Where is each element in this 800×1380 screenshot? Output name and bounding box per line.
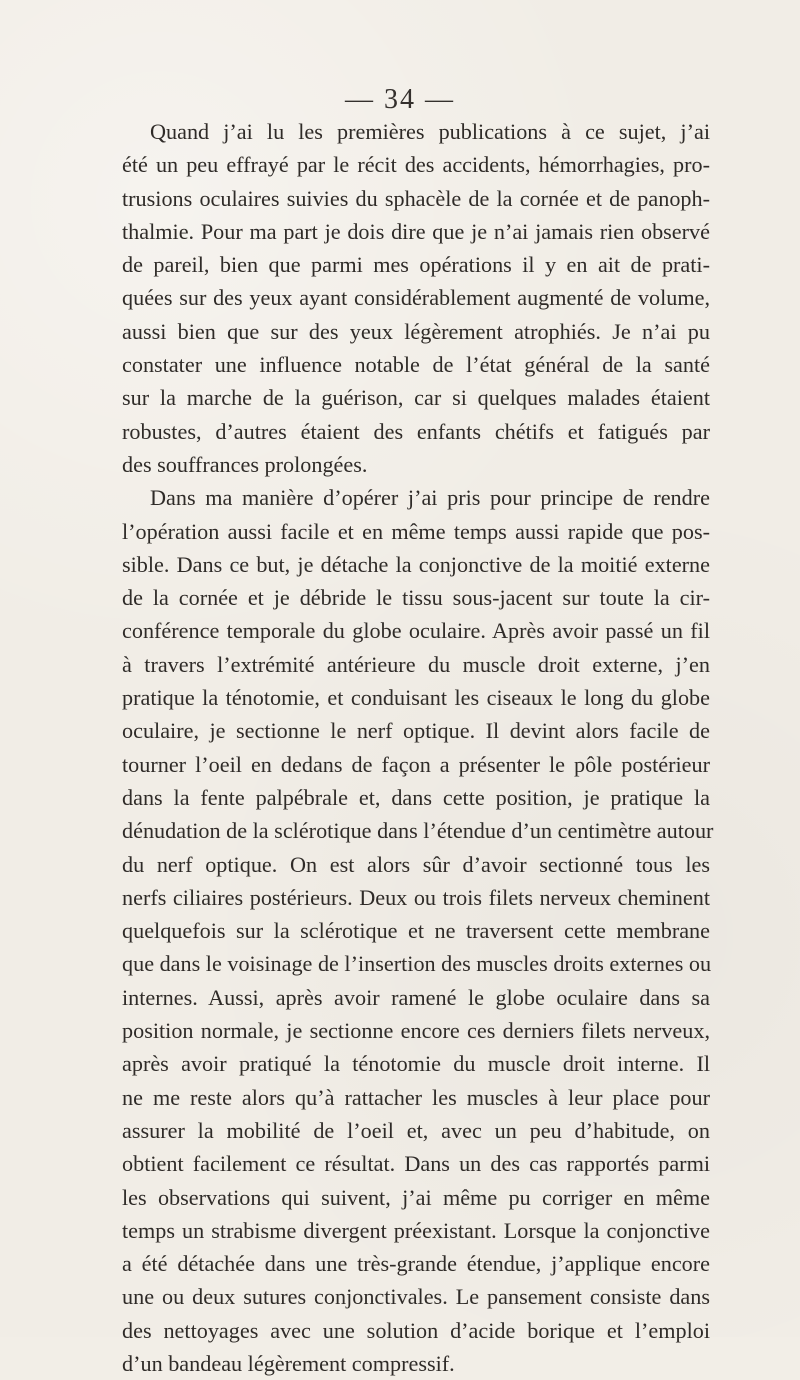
text-line: ne me reste alors qu’à rattacher les muscles à leur place pour xyxy=(122,1084,710,1110)
text-line: trusions oculaires suivies du sphacèle de la cornée et de panoph- xyxy=(122,185,710,211)
body-text xyxy=(122,115,714,1380)
text-line: quées sur des yeux ayant considérablement augmenté de volume, xyxy=(122,285,710,311)
text-line: une ou deux sutures conjonctivales. Le pansement consiste dans xyxy=(122,1284,710,1310)
text-line: internes. Aussi, après avoir ramené le globe oculaire dans sa xyxy=(122,984,710,1010)
text-line: les observations qui suivent, j’ai même pu corriger en même xyxy=(122,1184,710,1210)
text-line: été un peu effrayé par le récit des accidents, hémorrhagies, pro- xyxy=(122,152,710,178)
text-line: quelquefois sur la sclérotique et ne traversent cette membrane xyxy=(122,918,710,944)
page-number: — 34 — xyxy=(345,84,455,115)
text-line: nerfs ciliaires postérieurs. Deux ou trois filets nerveux cheminent xyxy=(122,884,710,910)
text-line: dénudation de la sclérotique dans l’étendue d’un centimètre autour xyxy=(122,818,714,844)
text-line: conférence temporale du globe oculaire. Après avoir passé un fil xyxy=(122,618,710,644)
text-line: du nerf optique. On est alors sûr d’avoir sectionné tous les xyxy=(122,851,710,877)
text-line: thalmie. Pour ma part je dois dire que je n’ai jamais rien observé xyxy=(122,218,710,244)
text-line: d’un bandeau légèrement compressif. xyxy=(122,1350,455,1376)
text-line: oculaire, je sectionne le nerf optique. Il devint alors facile de xyxy=(122,718,710,744)
text-line: position normale, je sectionne encore ces derniers filets nerveux, xyxy=(122,1018,710,1044)
text-line: dans la fente palpébrale et, dans cette position, je pratique la xyxy=(122,784,710,810)
text-line: obtient facilement ce résultat. Dans un des cas rapportés parmi xyxy=(122,1151,710,1177)
text-line: de pareil, bien que parmi mes opérations il y en ait de prati- xyxy=(122,252,710,278)
text-line: que dans le voisinage de l’insertion des muscles droits externes ou xyxy=(122,951,712,977)
text-line: aussi bien que sur des yeux légèrement atrophiés. Je n’ai pu xyxy=(122,318,710,344)
text-line: des nettoyages avec une solution d’acide borique et l’emploi xyxy=(122,1317,710,1343)
text-line: constater une influence notable de l’état général de la santé xyxy=(122,352,710,378)
text-line: après avoir pratiqué la ténotomie du muscle droit interne. Il xyxy=(122,1051,710,1077)
text-line: à travers l’extrémité antérieure du muscle droit externe, j’en xyxy=(122,651,710,677)
text-line: tourner l’oeil en dedans de façon a présenter le pôle postérieur xyxy=(122,751,710,777)
text-line: assurer la mobilité de l’oeil et, avec un peu d’habitude, on xyxy=(122,1117,710,1143)
text-line: de la cornée et je débride le tissu sous-jacent sur toute la cir- xyxy=(122,585,710,611)
text-line: Dans ma manière d’opérer j’ai pris pour principe de rendre xyxy=(150,485,710,511)
text-line: des souffrances prolongées. xyxy=(122,451,368,477)
text-line: sur la marche de la guérison, car si quelques malades étaient xyxy=(122,385,710,411)
text-line: temps un strabisme divergent préexistant. Lorsque la conjonctive xyxy=(122,1217,710,1243)
text-line: pratique la ténotomie, et conduisant les ciseaux le long du globe xyxy=(122,685,710,711)
text-line: a été détachée dans une très-grande étendue, j’applique encore xyxy=(122,1251,710,1277)
text-line: l’opération aussi facile et en même temps aussi rapide que pos- xyxy=(122,518,710,544)
text-line: Quand j’ai lu les premières publications à ce sujet, j’ai xyxy=(150,119,710,144)
text-line: robustes, d’autres étaient des enfants chétifs et fatigués par xyxy=(122,418,710,444)
text-line: sible. Dans ce but, je détache la conjonctive de la moitié externe xyxy=(122,551,710,577)
